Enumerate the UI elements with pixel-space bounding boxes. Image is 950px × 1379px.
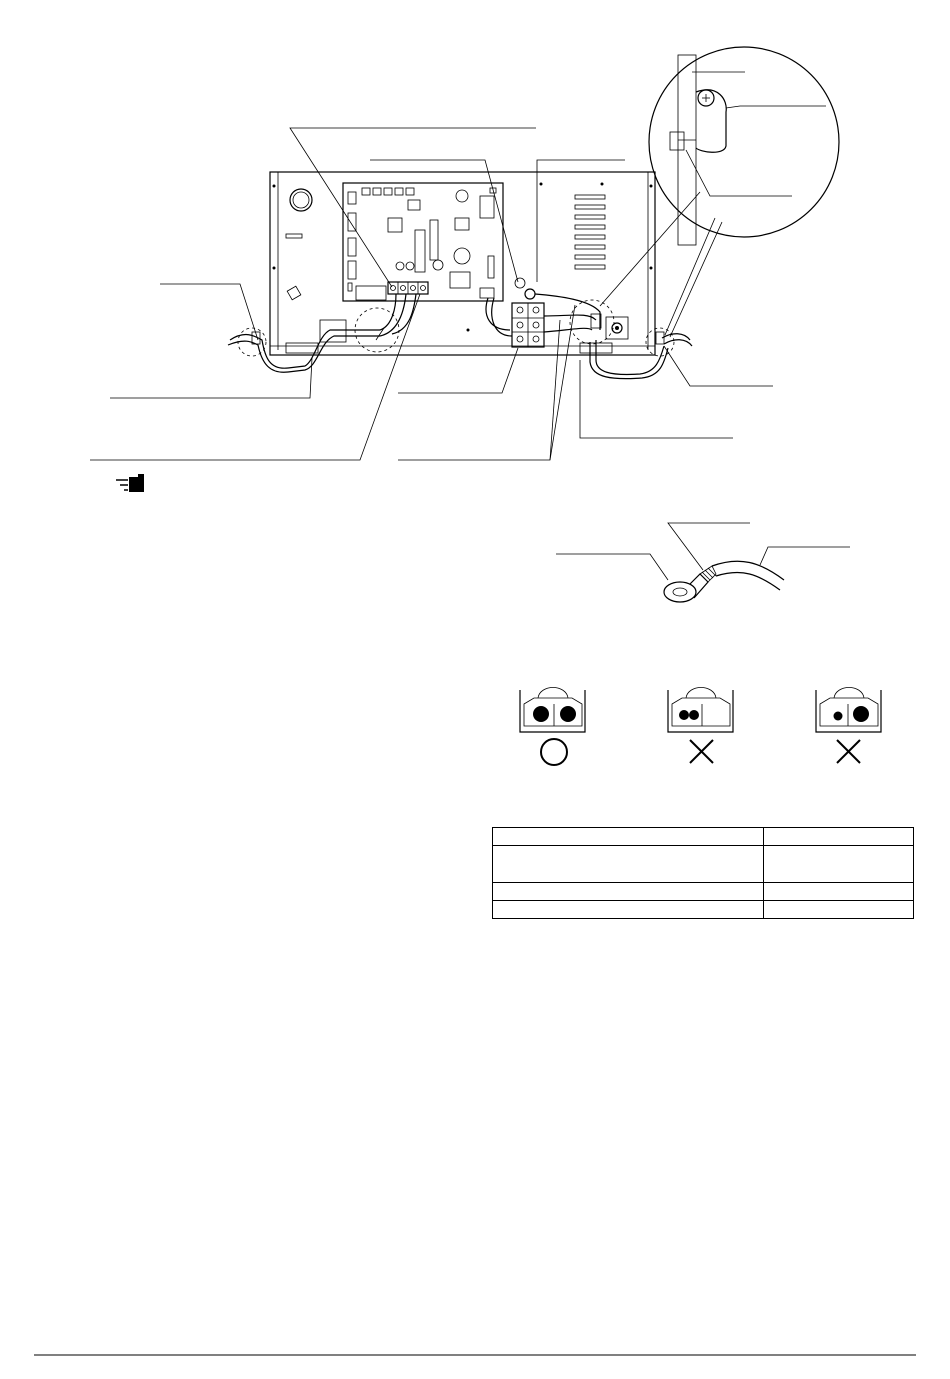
table-cell [493, 901, 764, 919]
table-row [493, 828, 914, 846]
table-cell [764, 846, 914, 883]
connection-example-correct [520, 688, 585, 766]
table-cell [493, 883, 764, 901]
table-cell [764, 828, 914, 846]
cross-icon [690, 740, 713, 763]
table-row [493, 901, 914, 919]
leader-lines [90, 128, 773, 460]
spec-table [492, 827, 914, 919]
circle-icon [541, 739, 567, 765]
ring-terminal [556, 523, 850, 602]
cross-icon [837, 740, 860, 763]
pointing-hand-icon [116, 474, 144, 492]
connection-example-wrong-2 [816, 688, 881, 764]
table-row [493, 846, 914, 883]
control-box [228, 172, 692, 379]
table-cell [493, 828, 764, 846]
table-cell [764, 901, 914, 919]
table-cell [493, 846, 764, 883]
table-row [493, 883, 914, 901]
detail-circle [649, 47, 839, 245]
table-cell [764, 883, 914, 901]
connection-example-wrong-1 [668, 688, 733, 764]
